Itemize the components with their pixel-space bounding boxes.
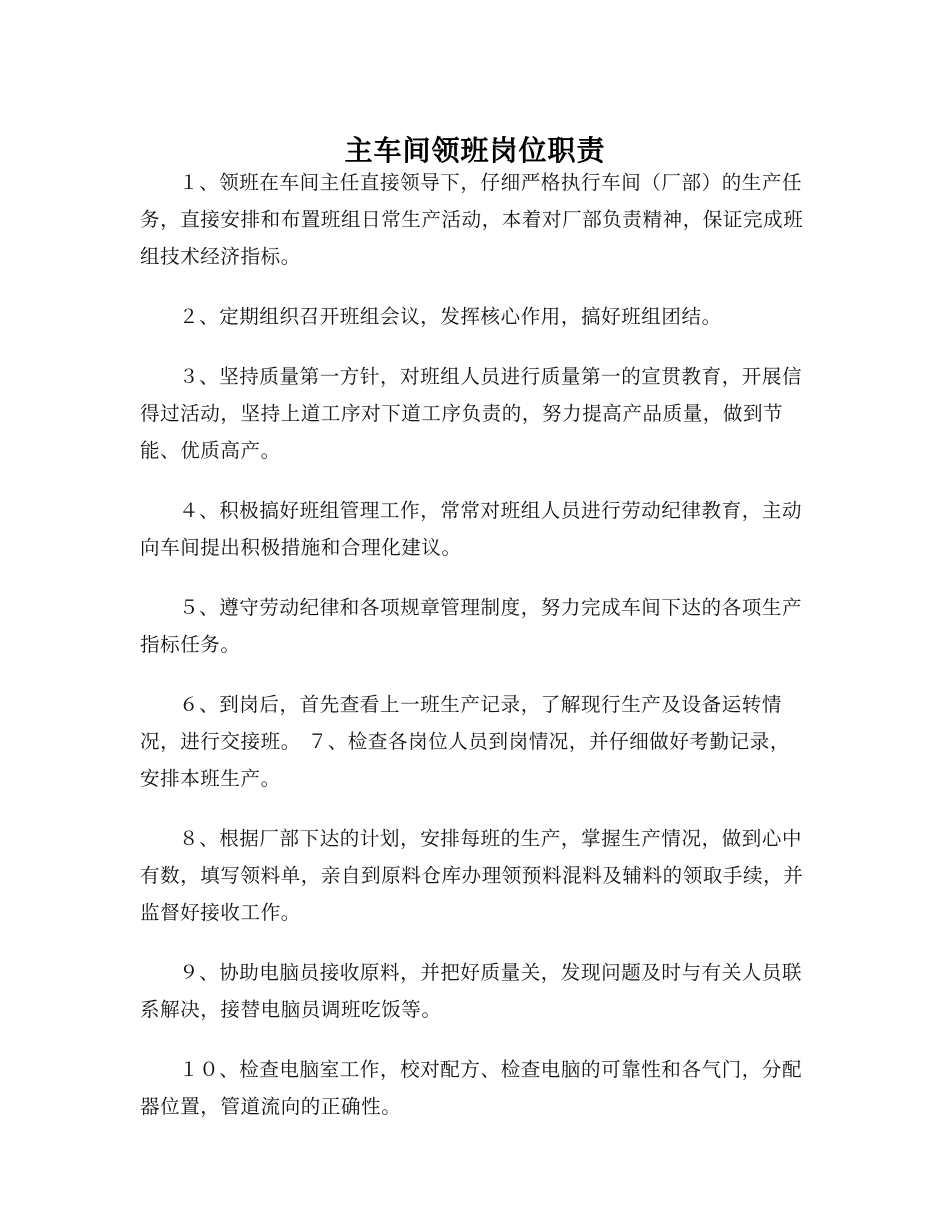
paragraph-9: ９、协助电脑员接收原料，并把好质量关，发现问题及时与有关人员联系解决，接替电脑员调班吃饭等。	[140, 961, 803, 1021]
paragraph-5: ５、遵守劳动纪律和各项规章管理制度，努力完成车间下达的各项生产指标任务。	[140, 596, 803, 656]
paragraph-2: ２、定期组织召开班组会议，发挥核心作用，搞好班组团结。	[179, 305, 722, 328]
paragraph-10: １０、检查电脑室工作，校对配方、检查电脑的可靠性和各气门，分配器位置，管道流向的正确性。	[140, 1058, 803, 1118]
paragraph-6-7: ６、到岗后，首先查看上一班生产记录，了解现行生产及设备运转情况，进行交接班。 ７、检查各岗位人员到岗情况，并仔细做好考勤记录，安排本班生产。	[140, 693, 790, 790]
paragraph-3: ３、坚持质量第一方针，对班组人员进行质量第一的宣贯教育，开展信得过活动，坚持上道工序对下道工序负责的，努力提高产品质量，做到节能、优质高产。	[140, 365, 803, 462]
paragraph-4: ４、积极搞好班组管理工作，常常对班组人员进行劳动纪律教育，主动向车间提出积极措施和合理化建议。	[140, 499, 803, 559]
document-body	[140, 164, 805, 1148]
paragraph-1: １、领班在车间主任直接领导下，仔细严格执行车间（厂部）的生产任务，直接安排和布置班组日常生产活动，本着对厂部负责精神，保证完成班组技术经济指标。	[140, 171, 804, 268]
document-title: 主车间领班岗位职责	[344, 133, 606, 167]
paragraph-8: ８、根据厂部下达的计划，安排每班的生产，掌握生产情况，做到心中有数，填写领料单，亲自到原料仓库办理领预料混料及辅料的领取手续，并监督好接收工作。	[140, 827, 804, 924]
